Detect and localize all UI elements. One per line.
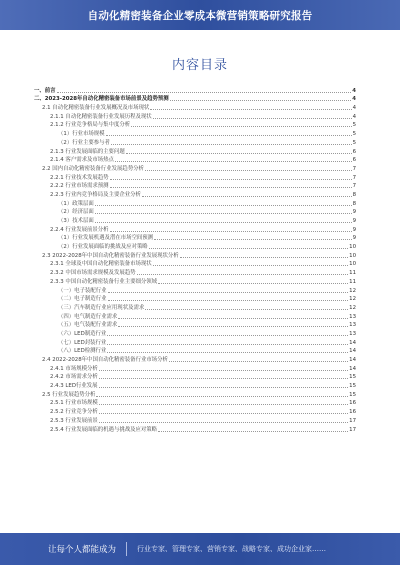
toc-leader-dots — [107, 344, 348, 345]
toc-leader-dots — [153, 118, 352, 119]
toc-heading: 内容目录 — [171, 58, 228, 73]
toc-leader-dots — [142, 196, 352, 197]
toc-leader-dots — [118, 318, 348, 319]
footer-tagline: 行业专家、管理专家、营销专家、战略专家、成功企业家…… — [137, 545, 327, 553]
toc-page-number: 8 — [352, 200, 356, 207]
toc-entry[interactable] — [34, 138, 356, 147]
toc-leader-dots — [126, 153, 352, 154]
toc-entry[interactable] — [34, 164, 356, 173]
toc-page-number: 5 — [352, 139, 356, 146]
footer-banner — [0, 533, 400, 565]
toc-page-number: 10 — [349, 261, 356, 268]
toc-entry-text: 2.4.3 LED行业发展 — [50, 383, 98, 390]
toc-entry[interactable] — [34, 208, 356, 217]
toc-entry-text: 2.3.1 全球及中国自动化精密装备市场现状 — [50, 261, 152, 268]
toc-entry[interactable] — [34, 129, 356, 138]
toc-page-number: 14 — [349, 339, 356, 346]
toc-entry[interactable] — [34, 364, 356, 373]
toc-entry[interactable] — [34, 347, 356, 356]
toc-entry-text: 2.1.1 自动化精密装备行业发展历程及现状 — [50, 113, 152, 120]
toc-page-number: 7 — [352, 174, 356, 181]
toc-entry-text: 2.2.1 行业技术发展趋势 — [50, 174, 109, 181]
toc-page-number: 4 — [352, 105, 356, 112]
toc-entry-text: （七）LED封装行业 — [58, 339, 107, 346]
toc-entry[interactable] — [34, 251, 356, 260]
toc-entry-text: 2.4 2022-2028年中国自动化精密装备行业市场分析 — [42, 357, 168, 363]
toc-page-number: 15 — [349, 374, 356, 381]
toc-leader-dots — [115, 161, 352, 162]
toc-entry[interactable] — [34, 260, 356, 269]
toc-entry[interactable] — [34, 112, 356, 121]
toc-page-number: 15 — [349, 391, 356, 398]
toc-leader-dots — [137, 274, 349, 275]
report-title: 自动化精密装备企业零成本微营销策略研究报告 — [87, 9, 313, 22]
toc-entry[interactable] — [34, 268, 356, 277]
toc-leader-dots — [99, 404, 348, 405]
toc-page-number: 17 — [349, 426, 356, 433]
toc-entry[interactable] — [34, 321, 356, 330]
toc-entry-text: （四）电气制造行业需求 — [58, 313, 118, 320]
toc-leader-dots — [110, 187, 352, 188]
toc-entry-text: 2.1.3 行业发展面临的主要问题 — [50, 148, 125, 155]
toc-entry[interactable] — [34, 329, 356, 338]
toc-page-number: 10 — [349, 244, 356, 251]
toc-page-number: 8 — [352, 191, 356, 198]
footer-slogan: 让每个人都能成为 — [48, 545, 117, 555]
toc-leader-dots — [99, 387, 349, 388]
toc-entry-text: 2.2.4 行业发展前景分析 — [50, 226, 109, 233]
toc-entry[interactable] — [34, 390, 356, 399]
toc-page-number: 12 — [349, 304, 356, 311]
toc-leader-dots — [99, 370, 348, 371]
toc-leader-dots — [108, 292, 349, 293]
toc-page-number: 6 — [352, 157, 356, 164]
toc-entry-text: （3）技术层面 — [58, 218, 94, 224]
toc-page-number: 4 — [352, 113, 356, 120]
toc-entry[interactable] — [34, 295, 356, 304]
toc-entry-text: （1）行业市场规模 — [58, 131, 105, 138]
report-header-banner — [0, 0, 400, 30]
toc-entry-text: 2.3.3 中国自动化精密装备行业主要细分领域 — [50, 278, 158, 285]
toc-entry-text: 2.2 国内自动化精密装备行业发展趋势分析 — [42, 165, 144, 172]
toc-leader-dots — [107, 352, 348, 353]
toc-entry[interactable] — [34, 121, 356, 130]
toc-leader-dots — [170, 100, 352, 101]
toc-page-number: 13 — [349, 313, 356, 320]
toc-page-number: 9 — [352, 209, 356, 216]
toc-leader-dots — [145, 170, 352, 171]
toc-leader-dots — [99, 422, 348, 423]
toc-page-number: 11 — [349, 270, 356, 277]
toc-entry[interactable] — [34, 355, 356, 364]
toc-entry[interactable] — [34, 216, 356, 225]
toc-page-number: 12 — [349, 296, 356, 303]
toc-leader-dots — [180, 257, 348, 258]
toc-entry-text: （一）电子装配行业 — [58, 287, 107, 294]
toc-leader-dots — [106, 135, 352, 136]
toc-leader-dots — [149, 248, 348, 249]
toc-entry-text: （三）汽车制造行业应用现状及需求 — [58, 304, 145, 311]
toc-leader-dots — [108, 300, 349, 301]
toc-entry-text: 2.5.2 行业竞争分析 — [50, 409, 98, 416]
table-of-contents — [34, 86, 356, 434]
toc-entry[interactable] — [34, 95, 356, 104]
toc-page-number: 5 — [352, 131, 356, 138]
toc-leader-dots — [110, 231, 352, 232]
toc-entry-text: （2）经济层面 — [58, 209, 94, 216]
toc-leader-dots — [110, 179, 352, 180]
toc-leader-dots — [95, 205, 352, 206]
toc-entry[interactable] — [34, 234, 356, 243]
toc-entry-text: 2.1 自动化精密装备行业发展概况及市场现状 — [42, 105, 150, 112]
toc-entry-text: 2.5.4 行业发展面临的机遇与挑战及应对策略 — [50, 426, 158, 433]
toc-page-number: 14 — [349, 357, 356, 363]
toc-leader-dots — [131, 126, 351, 127]
toc-entry[interactable] — [34, 381, 356, 390]
toc-page-number: 14 — [349, 348, 356, 355]
toc-page-number: 9 — [352, 226, 356, 233]
toc-entry-text: （二）电子制造行业 — [58, 296, 107, 303]
toc-leader-dots — [158, 283, 348, 284]
toc-leader-dots — [99, 378, 348, 379]
toc-entry[interactable] — [34, 399, 356, 408]
toc-entry[interactable] — [34, 86, 356, 95]
toc-leader-dots — [95, 213, 352, 214]
toc-entry-text: 2.2.3 行业内竞争格局及主要企业分析 — [50, 191, 141, 198]
toc-entry-text: （五）电气装配行业需求 — [58, 322, 118, 329]
toc-page-number: 7 — [352, 165, 356, 172]
toc-entry[interactable] — [34, 338, 356, 347]
toc-entry-text: 2.3 2022-2028年中国自动化精密装备行业发展现状分析 — [42, 252, 179, 259]
toc-page-number: 14 — [349, 365, 356, 372]
toc-page-number: 5 — [352, 122, 356, 129]
toc-entry-text: （2）行业主要参与者 — [58, 139, 110, 146]
toc-page-number: 9 — [352, 235, 356, 242]
toc-entry[interactable] — [34, 312, 356, 321]
toc-entry[interactable] — [34, 103, 356, 112]
toc-entry-text: （六）LED制造行业 — [58, 330, 107, 337]
toc-page-number: 9 — [352, 218, 356, 224]
toc-entry-text: 2.4.1 市场规模分析 — [50, 365, 98, 372]
toc-leader-dots — [95, 222, 352, 223]
toc-entry[interactable] — [34, 182, 356, 191]
toc-entry[interactable] — [34, 147, 356, 156]
toc-entry[interactable] — [34, 199, 356, 208]
toc-page-number: 17 — [349, 417, 356, 424]
toc-entry[interactable] — [34, 225, 356, 234]
toc-entry-text: （八）LED检测行业 — [58, 348, 107, 355]
toc-leader-dots — [57, 92, 352, 93]
toc-page-number: 7 — [352, 183, 356, 190]
toc-entry[interactable] — [34, 277, 356, 286]
toc-page-number: 12 — [349, 287, 356, 294]
toc-leader-dots — [96, 396, 348, 397]
toc-entry-text: 2.5 行业发展趋势分析 — [42, 391, 96, 398]
toc-page-number: 4 — [352, 96, 356, 103]
toc-entry-text: 2.5.3 行业发展前景 — [50, 417, 98, 424]
toc-entry-text: 2.1.4 客户需求及市场热点 — [50, 157, 114, 164]
toc-entry[interactable] — [34, 173, 356, 182]
toc-leader-dots — [158, 431, 348, 432]
toc-leader-dots — [118, 326, 348, 327]
toc-entry-text: 2.4.2 市场需求分析 — [50, 374, 98, 381]
toc-entry[interactable] — [34, 190, 356, 199]
toc-page-number: 13 — [349, 322, 356, 329]
toc-leader-dots — [153, 265, 348, 266]
toc-entry-text: 2.3.2 中国市场需求规模及发展趋势 — [50, 270, 136, 277]
toc-page-number: 10 — [349, 252, 356, 259]
toc-page-number: 16 — [349, 409, 356, 416]
toc-entry[interactable] — [34, 373, 356, 382]
toc-page-number: 4 — [352, 87, 356, 94]
toc-entry-text: 二、2023-2028年自动化精密装备市场前景及趋势预测 — [34, 96, 169, 103]
toc-entry[interactable] — [34, 156, 356, 165]
toc-entry-text: （1）政策层面 — [58, 200, 94, 207]
toc-page-number: 11 — [349, 278, 356, 285]
toc-entry-text: 2.1.2 行业竞争格局与集中度分析 — [50, 122, 131, 129]
toc-entry-text: 2.5.1 行业市场规模 — [50, 400, 98, 407]
toc-entry[interactable] — [34, 242, 356, 251]
toc-entry-text: 一、前言 — [34, 87, 56, 94]
toc-leader-dots — [111, 144, 352, 145]
toc-leader-dots — [99, 413, 348, 414]
toc-entry[interactable] — [34, 303, 356, 312]
footer-divider — [126, 542, 127, 556]
toc-leader-dots — [145, 309, 348, 310]
toc-entry[interactable] — [34, 407, 356, 416]
toc-leader-dots — [150, 109, 351, 110]
toc-page-number: 16 — [349, 400, 356, 407]
toc-leader-dots — [169, 361, 348, 362]
toc-entry-text: （2）行业发展面临的挑战及应对策略 — [58, 244, 148, 251]
toc-entry-text: （1）行业发展机遇及潜在市场空间预测 — [58, 235, 154, 242]
toc-entry[interactable] — [34, 286, 356, 295]
toc-page-number: 15 — [349, 383, 356, 390]
toc-leader-dots — [154, 239, 351, 240]
toc-page-number: 13 — [349, 330, 356, 337]
toc-leader-dots — [107, 335, 348, 336]
toc-entry[interactable] — [34, 416, 356, 425]
toc-entry-text: 2.2.2 行业市场需求预测 — [50, 183, 109, 190]
toc-entry[interactable] — [34, 425, 356, 434]
toc-page-number: 6 — [352, 148, 356, 155]
